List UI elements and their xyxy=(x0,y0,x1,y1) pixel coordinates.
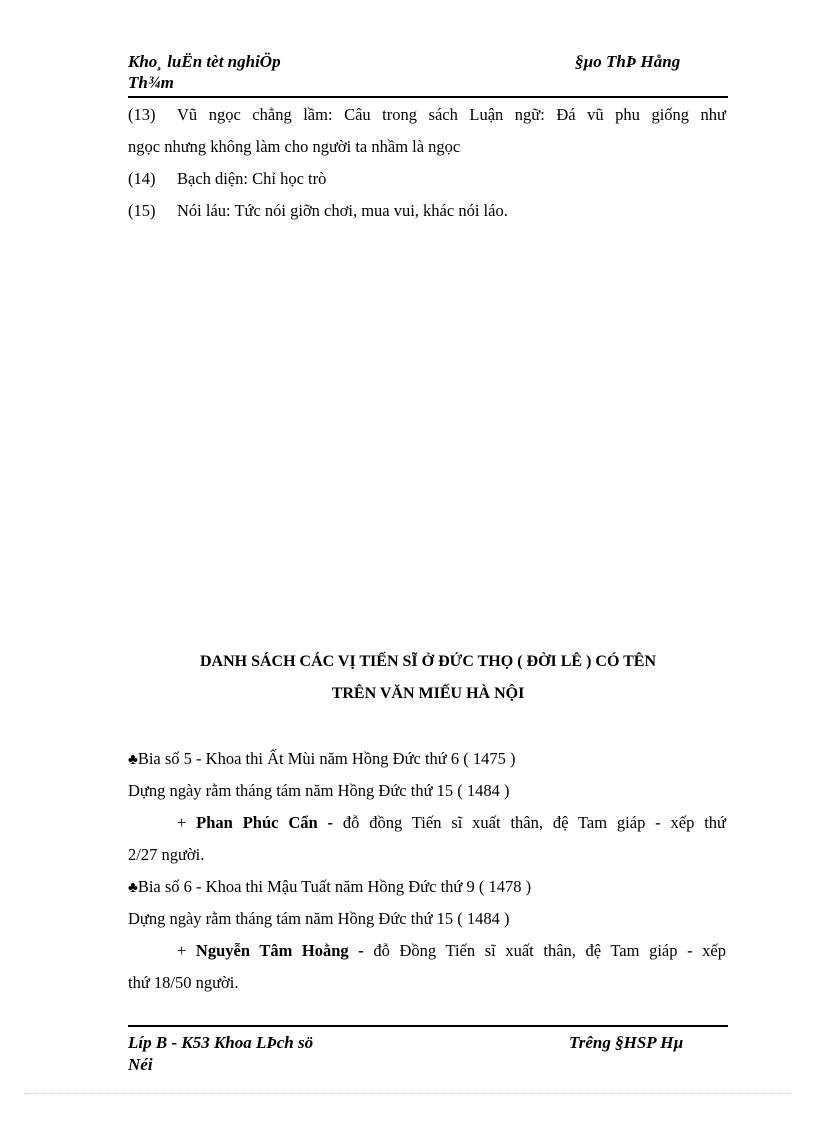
page-bottom-divider xyxy=(24,1093,792,1094)
note-13-line1 xyxy=(128,105,726,125)
entry-2-name: Nguyễn Tâm Hoằng - xyxy=(195,941,364,960)
note-15-text: Nói láu: Tức nói giỡn chơi, mua vui, khác nói láo. xyxy=(177,201,508,220)
entry-1-plus: + xyxy=(177,813,197,832)
note-15 xyxy=(128,201,726,221)
entry-2-laureate xyxy=(177,941,726,961)
entry-1-dung: Dựng ngày rằm tháng tám năm Hồng Đức thứ 15 ( 1484 ) xyxy=(128,781,510,800)
entry-1-desc: đỗ đồng Tiến sĩ xuất thân, đệ Tam giáp - xếp thứ xyxy=(333,813,726,832)
header-rule xyxy=(128,96,728,98)
note-13-number: (13) xyxy=(128,105,156,124)
entry-2-bia-text: Bia số 6 - Khoa thi Mậu Tuất năm Hồng Đức thứ 9 ( 1478 ) xyxy=(137,877,532,896)
footer-left-line2: Néi xyxy=(128,1055,153,1074)
section-title-line2: TRÊN VĂN MIẾU HÀ NỘI xyxy=(331,685,525,702)
entry-1-name: Phan Phúc Cẩn - xyxy=(196,813,334,832)
club-icon: ♣ xyxy=(128,880,138,896)
club-icon: ♣ xyxy=(128,752,138,768)
entry-2-plus: + xyxy=(177,941,196,960)
footer-right: Trêng §HSP Hµ xyxy=(569,1033,684,1052)
entry-1-cont: 2/27 người. xyxy=(128,845,205,864)
note-14-number: (14) xyxy=(128,169,156,188)
note-15-number: (15) xyxy=(128,201,156,220)
header-author: §µo ThÞ Hång xyxy=(575,52,681,71)
entry-1-bia xyxy=(128,749,726,770)
entry-2-dung: Dựng ngày rằm tháng tám năm Hồng Đức thứ 15 ( 1484 ) xyxy=(128,909,510,928)
note-14 xyxy=(128,169,726,189)
header-left-line2: Th¾m xyxy=(128,73,174,92)
footer-left-line1: Líp B - K53 Khoa LÞch sö xyxy=(128,1033,314,1052)
section-title-line1: DANH SÁCH CÁC VỊ TIẾN SĨ Ở ĐỨC THỌ ( ĐỜI LÊ ) CÓ TÊN xyxy=(199,653,657,670)
note-14-text: Bạch diện: Chỉ học trò xyxy=(177,169,327,188)
entry-2-desc: đỗ Đồng Tiến sĩ xuất thân, đệ Tam giáp - xếp xyxy=(363,941,726,960)
entry-2-bia xyxy=(128,877,726,898)
entry-1-laureate xyxy=(177,813,726,833)
note-13-text: Vũ ngọc chẳng lầm: Câu trong sách Luận ngữ: Đá vũ phu giống như xyxy=(177,105,726,124)
note-13-line2: ngọc nhưng không làm cho người ta nhầm là ngọc xyxy=(128,137,461,156)
entry-1-bia-text: Bia số 5 - Khoa thi Ất Mùi năm Hồng Đức thứ 6 ( 1475 ) xyxy=(137,749,516,768)
header-left-line1: Kho¸ luËn tèt nghiÖp xyxy=(128,52,281,71)
entry-2-cont: thứ 18/50 người. xyxy=(128,973,239,992)
footer-rule xyxy=(128,1025,728,1027)
